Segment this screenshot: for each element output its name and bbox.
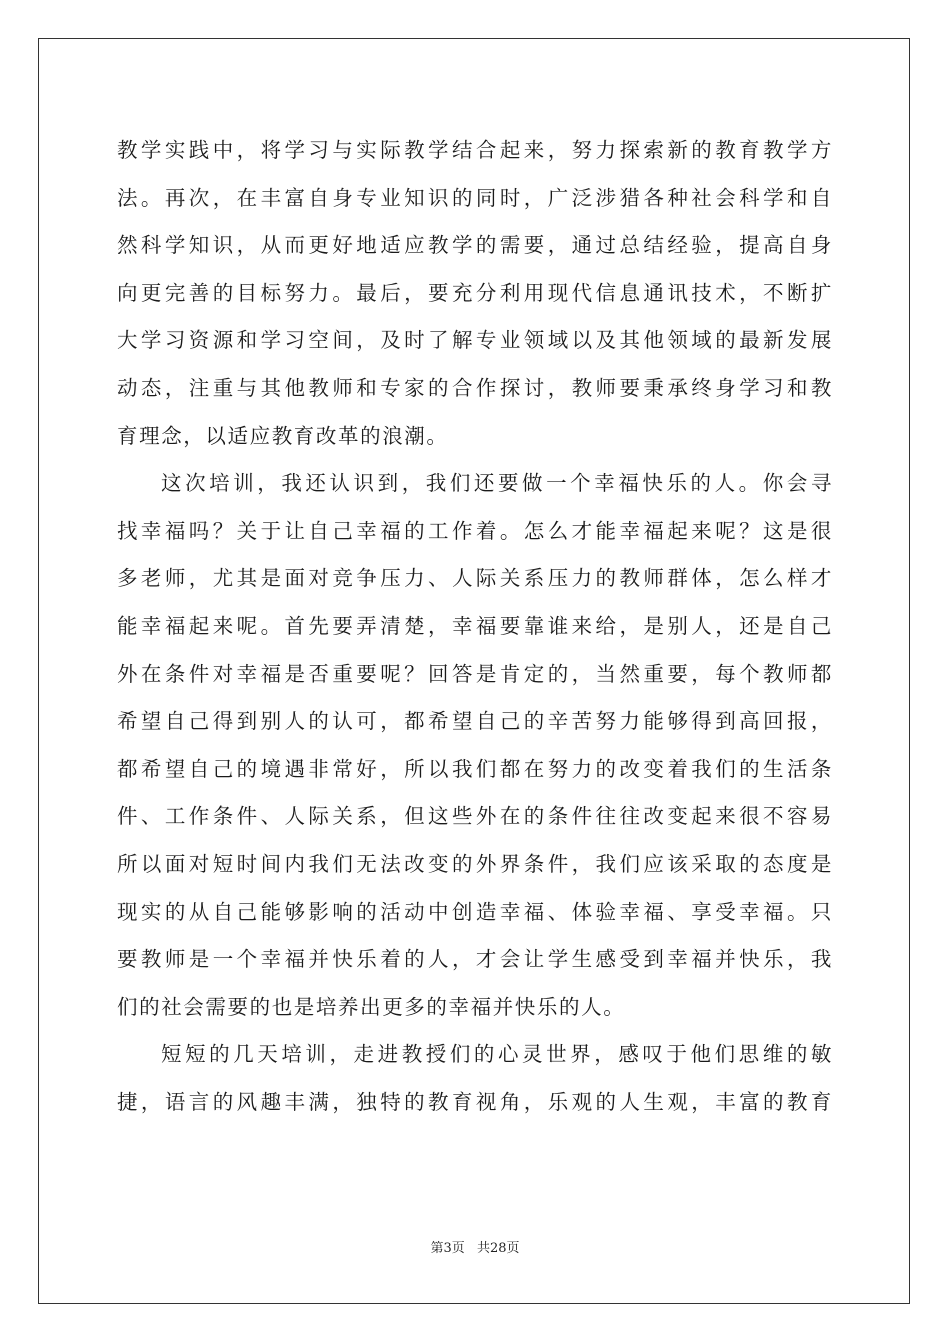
total-pages-label: 共28页 <box>476 1241 520 1256</box>
text-line: 外在条件对幸福是否重要呢？回答是肯定的，当然重要，每个教师都 <box>117 661 833 686</box>
text-line: 找幸福吗？关于让自己幸福的工作着。怎么才能幸福起来呢？这是很 <box>117 518 833 543</box>
text-line: 动态，注重与其他教师和专家的合作探讨，教师要秉承终身学习和教 <box>117 375 833 400</box>
text-line: 多老师，尤其是面对竞争压力、人际关系压力的教师群体，怎么样才 <box>117 566 833 591</box>
text-line: 件、工作条件、人际关系，但这些外在的条件往往改变起来很不容易 <box>117 804 833 829</box>
text-line: 都希望自己的境遇非常好，所以我们都在努力的改变着我们的生活条 <box>117 756 833 781</box>
text-line: 要教师是一个幸福并快乐着的人，才会让学生感受到幸福并快乐，我 <box>117 947 833 972</box>
text-line: 希望自己得到别人的认可，都希望自己的辛苦努力能够得到高回报， <box>117 709 833 734</box>
document-body <box>117 127 833 1126</box>
text-line: 然科学知识，从而更好地适应教学的需要，通过总结经验，提高自身 <box>117 233 833 258</box>
text-line: 现实的从自己能够影响的活动中创造幸福、体验幸福、享受幸福。只 <box>117 899 833 924</box>
text-line: 们的社会需要的也是培养出更多的幸福并快乐的人。 <box>117 994 626 1019</box>
text-line: 捷，语言的风趣丰满，独特的教育视角，乐观的人生观，丰富的教育 <box>117 1089 833 1114</box>
text-line: 向更完善的目标努力。最后，要充分利用现代信息通讯技术，不断扩 <box>117 280 833 305</box>
text-line: 所以面对短时间内我们无法改变的外界条件，我们应该采取的态度是 <box>117 851 833 876</box>
current-page-label: 第3页 <box>430 1241 465 1256</box>
text-line: 这次培训，我还认识到，我们还要做一个幸福快乐的人。你会寻 <box>161 471 833 496</box>
text-line: 教学实践中，将学习与实际教学结合起来，努力探索新的教育教学方 <box>117 138 833 162</box>
text-line: 大学习资源和学习空间，及时了解专业领域以及其他领域的最新发展 <box>117 328 833 353</box>
page-footer <box>0 1237 950 1256</box>
text-line: 短短的几天培训，走进教授们的心灵世界，感叹于他们思维的敏 <box>161 1042 833 1067</box>
text-line: 能幸福起来呢。首先要弄清楚，幸福要靠谁来给，是别人，还是自己 <box>117 613 833 638</box>
text-line: 育理念，以适应教育改革的浪潮。 <box>117 423 449 448</box>
text-line: 法。再次，在丰富自身专业知识的同时，广泛涉猎各种社会科学和自 <box>117 185 833 210</box>
